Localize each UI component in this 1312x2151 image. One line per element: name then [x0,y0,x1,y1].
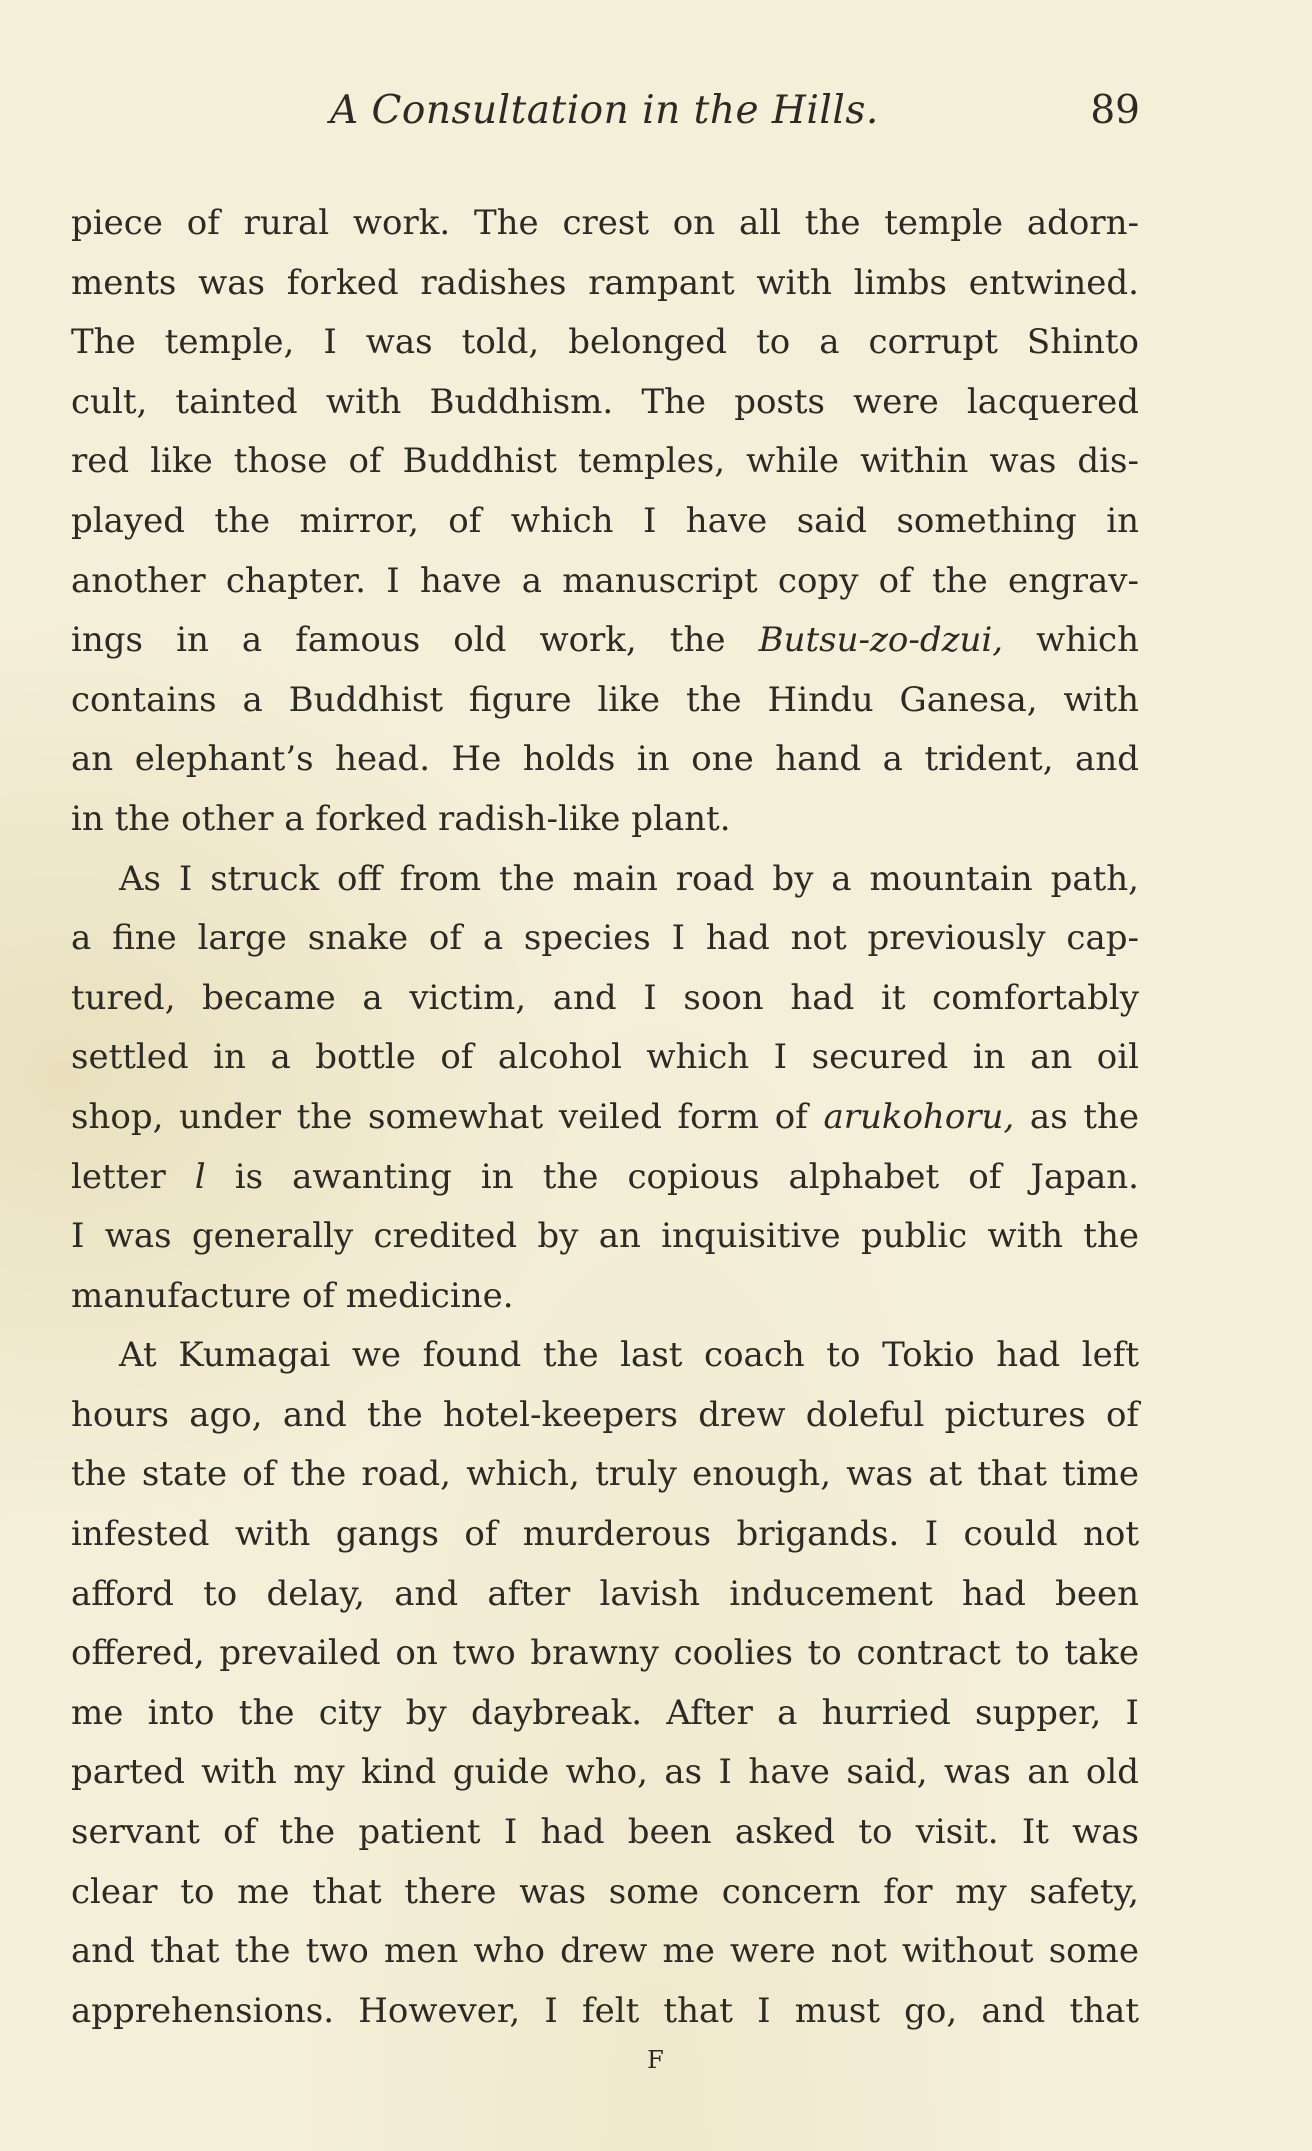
text-segment: which [1003,620,1139,661]
text-line: and that the two men who drew me were not without some [71,1931,1139,1972]
text-segment: as the [1014,1096,1139,1137]
text-line: infested with gangs of murderous brigands. I could not [71,1514,1139,1555]
text-segment: is awanting in the copious alphabet of Japan. [205,1156,1139,1197]
text-line: hours ago, and the hotel-keepers drew doleful pictures of [71,1394,1139,1435]
text-line: parted with my kind guide who, as I have said, was an old [71,1752,1139,1793]
text-segment: shop, under the somewhat veiled form of [71,1096,824,1137]
text-line: me into the city by daybreak. After a hurried supper, I [71,1692,1139,1733]
text-line: As I struck off from the main road by a mountain path, [119,858,1139,899]
body-text [71,194,1139,2041]
text-line: an elephant’s head. He holds in one hand a trident, and [71,739,1139,780]
text-line: red like those of Buddhist temples, while within was dis- [71,441,1139,482]
text-line: the state of the road, which, truly enough, was at that time [71,1454,1139,1495]
text-line [71,1148,1139,1208]
text-segment: letter [71,1156,195,1197]
text-line: afford to delay, and after lavish inducement had been [71,1573,1139,1614]
text-line: contains a Buddhist figure like the Hindu Ganesa, with [71,679,1139,720]
italic-term: arukohoru, [823,1096,1015,1137]
text-line: in the other a forked radish-like plant. [71,798,731,839]
text-line: I was generally credited by an inquisitive public with the [71,1216,1139,1257]
text-line [71,1088,1139,1148]
text-line [71,611,1139,671]
text-line: offered, prevailed on two brawny coolies to contract to take [71,1633,1139,1674]
text-line: ments was forked radishes rampant with limbs entwined. [71,262,1139,303]
text-segment: ings in a famous old work, the [71,620,759,661]
text-line: clear to me that there was some concern for my safety, [71,1871,1139,1912]
text-line: At Kumagai we found the last coach to Tokio had left [119,1335,1139,1376]
text-line: apprehensions. However, I felt that I must go, and that [71,1990,1139,2031]
text-line: The temple, I was told, belonged to a corrupt Shinto [71,322,1139,363]
text-line: another chapter. I have a manuscript copy of the engrav- [71,560,1139,601]
italic-term: Butsu-zo-dzui, [758,620,1004,661]
text-line: cult, tainted with Buddhism. The posts were lacquered [71,381,1139,422]
running-title: A Consultation in the Hills. [330,88,879,133]
text-line: piece of rural work. The crest on all the temple adorn- [71,203,1139,243]
page-number: 89 [1090,88,1140,133]
signature-mark: F [647,2046,665,2074]
text-line: settled in a bottle of alcohol which I secured in an oil [71,1037,1139,1078]
italic-term: l [194,1156,206,1197]
text-line: tured, became a victim, and I soon had it comfortably [71,977,1139,1018]
text-line: manufacture of medicine. [71,1275,514,1316]
text-line: played the mirror, of which I have said something in [71,500,1139,541]
running-head [330,88,1140,138]
text-line: a fine large snake of a species I had not previously cap- [71,918,1139,959]
text-line: servant of the patient I had been asked to visit. It was [71,1812,1139,1853]
